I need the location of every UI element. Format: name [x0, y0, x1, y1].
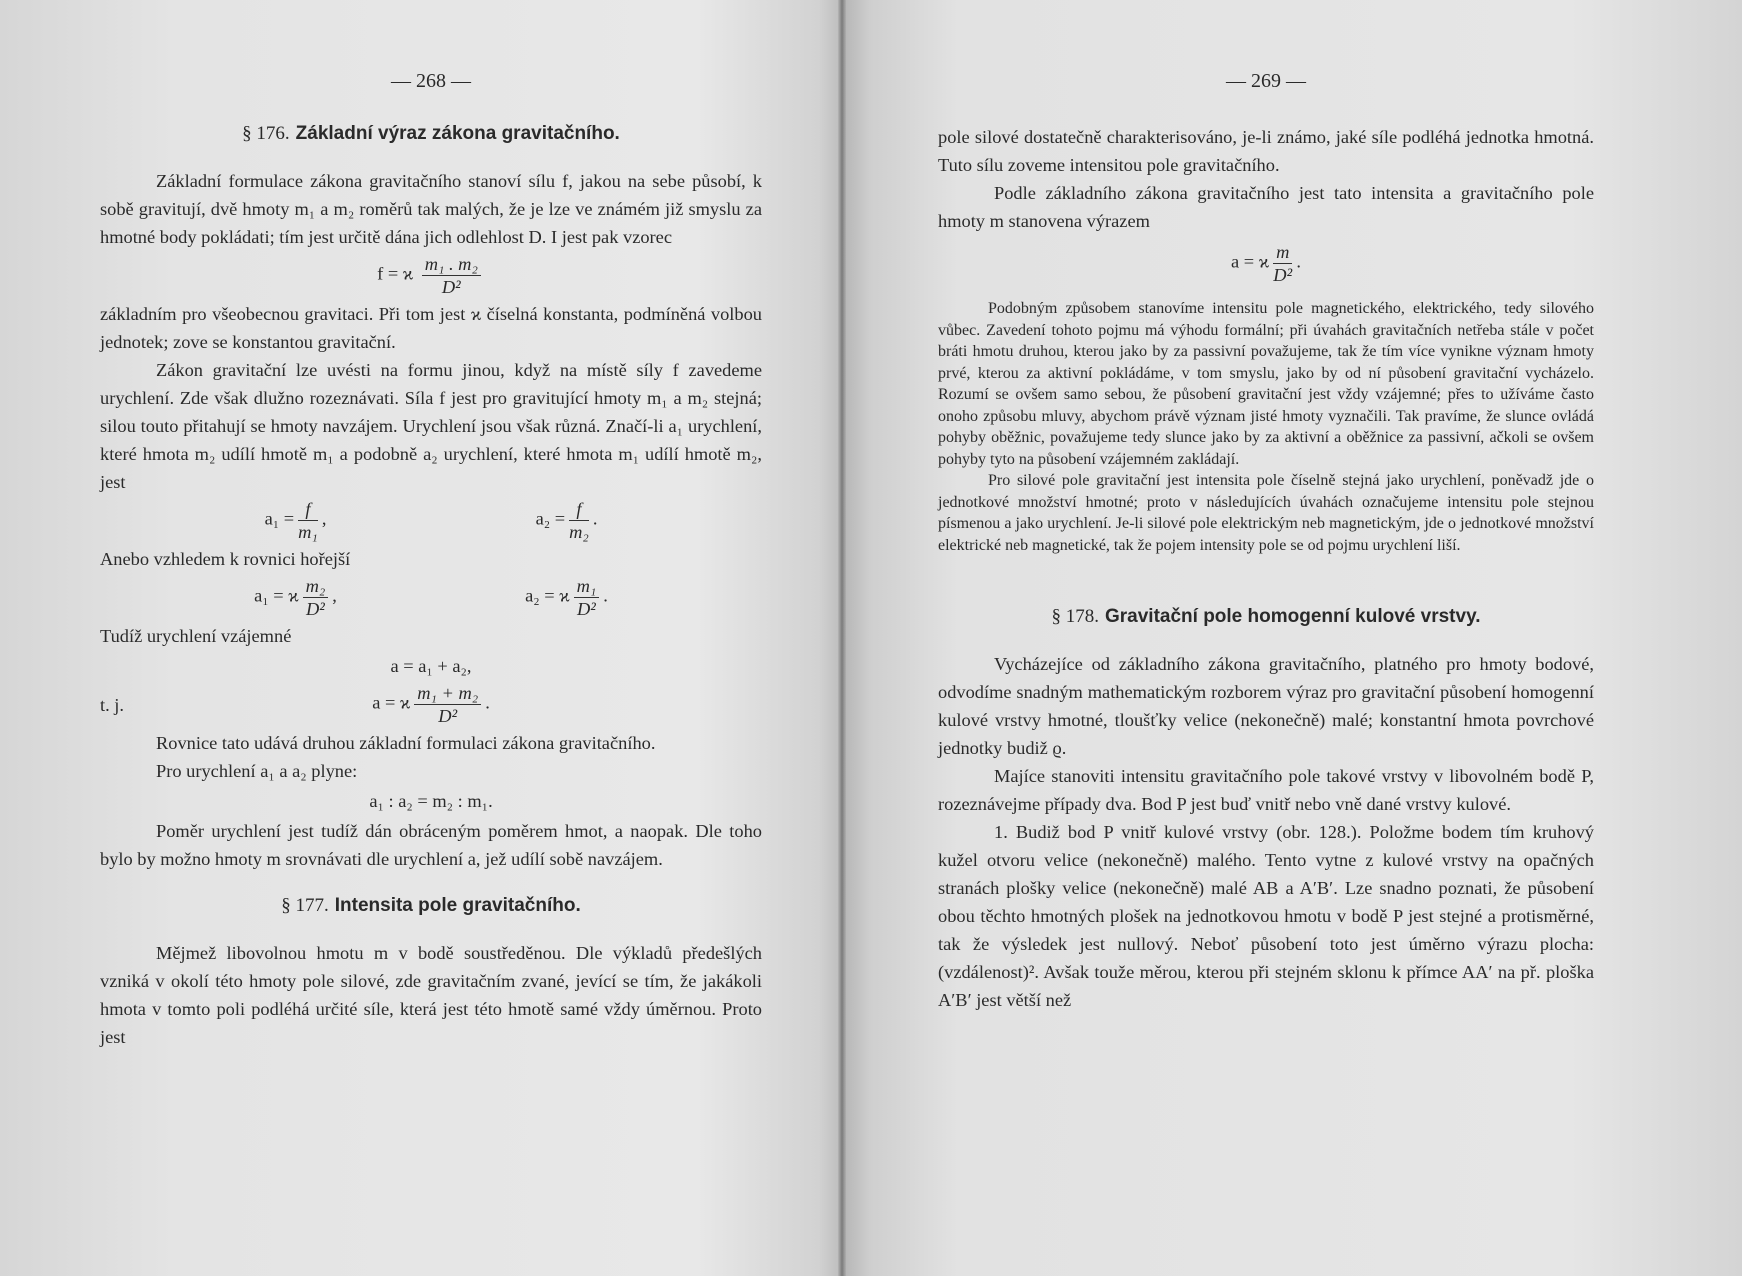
equation: a = a₁ + a₂,: [390, 656, 472, 676]
section-number: § 178.: [1051, 606, 1099, 627]
equation-row: [100, 682, 762, 727]
equation: a₁ = ϰ $\frac{\text{m₂}}{\text{D²}}$ ,: [254, 576, 337, 619]
paragraph: Poměr urychlení jest tudíž dán obráceným poměrem hmot, a naopak. Dle toho bylo by možno hmoty m srovnávati dle urychlení a, jež udílí sobě navzájem.: [100, 821, 762, 869]
book-gutter: [838, 0, 846, 1276]
paragraph: Pro urychlení a₁ a a₂ plyne:: [156, 761, 358, 781]
small-paragraph: Podobným způsobem stanovíme intensitu pole magnetického, elektrického, tedy silového vůbec. Zavedení tohoto pojmu má výhodu formální; při úvahách gravitačních netřeba stále v počet bráti hmotu druhou, kterou jako by za passivní považujeme, tak že tím více vynikne význam hmoty prvé, kterou za aktivní pokládáme, v tom smyslu, jako by od ní působení gravitační vycházelo. Rozumí se ovšem samo sebou, že působení gravitační jest vždy vzájemné; přes to užíváme často onoho způsobu mluvy, abychom právě význam jisté hmoty vyznačili. Tak pravíme, že slunce ovládá pohyby oběžnic, považujeme tedy slunce jako by za aktivní a oběžnice za passivní, ačkoli se ovšem pohyby tyto na působení vzájemném zakládají.: [938, 300, 1594, 468]
equation: a₁ : a₂ = m₂ : m₁.: [369, 791, 493, 811]
equation: a = ϰ $\frac{\text{m₁ + m₂}}{\text{D²}}$ .: [372, 683, 490, 726]
small-paragraph: Pro silové pole gravitační jest intensita pole číselně stejná jako urychlení, poněvadž jde o jednotkové množství hmotné; proto v následujících úvahách označujeme intensitu pole stejnou písmenou a jako urychlení. Je-li silové pole elektrickým neb magnetickým, jde o jednotkové množství elektrické neb magnetické, tak že pojem intensity pole se od pojmu urychlení liší.: [938, 472, 1594, 554]
section-title: Intensita pole gravitačního.: [334, 895, 581, 916]
equation-pair: [100, 575, 762, 620]
section-heading: [100, 123, 762, 145]
page-number: — 269 —: [1226, 70, 1306, 92]
equation: a₂ = ϰ $\frac{\text{m₁}}{\text{D²}}$ .: [525, 576, 608, 619]
left-page: [100, 60, 762, 1051]
section-number: § 176.: [242, 123, 290, 144]
equation-label: t. j.: [100, 694, 125, 715]
paragraph: Základní formulace zákona gravitačního stanoví sílu f, jakou na sebe působí, k sobě gravitují, dvě hmoty m₁ a m₂ roměrů tak malých, že je lze ve známém již smyslu za hmotné body pokládati; tím jest určitě dána jich odlehlost D. I jest pak vzorec: [100, 171, 762, 247]
paragraph: základním pro všeobecnou gravitaci. Při tom jest ϰ číselná konstanta, podmíněná volbou jednotek; zove se konstantou gravitační.: [100, 304, 762, 352]
paragraph: Majíce stanoviti intensitu gravitačního pole takové vrstvy v libovolném bodě P, rozeznávejme případy dva. Bod P jest buď vnitř nebo vně dané vrstvy kulové.: [938, 766, 1594, 814]
equation: a₂ = $\frac{f}{\text{m₂}}$ .: [535, 499, 598, 542]
paragraph: Anebo vzhledem k rovnici hořejší: [100, 549, 351, 569]
equation: a₁ = $\frac{f}{\text{m₁}}$ ,: [264, 499, 327, 542]
section-number: § 177.: [281, 895, 329, 916]
section-heading: [100, 895, 762, 917]
paragraph: Tudíž urychlení vzájemné: [100, 626, 292, 646]
paragraph: pole silové dostatečně charakterisováno, je-li známo, jaké síle podléhá jednotka hmotná. Tuto sílu zoveme intensitou pole gravitačního.: [938, 127, 1594, 175]
paragraph: Podle základního zákona gravitačního jest tato intensita a gravitačního pole hmoty m stanovena výrazem: [938, 183, 1594, 231]
equation-pair: [100, 498, 762, 543]
page-number: — 268 —: [391, 70, 471, 92]
paragraph: Zákon gravitační lze uvésti na formu jinou, když na místě síly f zavedeme urychlení. Zde však dlužno rozeznávati. Síla f jest pro gravitující hmoty m₁ a m₂ stejná; silou touto přitahují se hmoty navzájem. Urychlení jsou však různá. Značí-li a₁ urychlení, které hmota m₂ udílí hmotě m₁ a podobně a₂ urychlení, které hmota m₁ udílí hmotě m₂, jest: [100, 360, 762, 492]
paragraph: 1. Budiž bod P vnitř kulové vrstvy (obr. 128.). Položme bodem tím kruhový kužel otvoru velice (nekonečně) malého. Tento vytne z kulové vrstvy na opačných stranách plošky velice (nekonečně) malé AB a A′B′. Lze snadno poznati, že působení obou těchto hmotných plošek na jednotkovou hmotu v bodě P jest stejné a protisměrné, tak že výsledek jest nullový. Neboť působení toto jest úměrno výrazu plocha: (vzdálenost)². Avšak touže měrou, kterou při stejném sklonu k přímce AA′ na př. ploška A′B′ jest větší než: [938, 822, 1594, 1010]
equation: f = ϰ $\frac{\text{m₁ . m₂}}{\text{D²}}$: [100, 253, 762, 298]
right-page: [938, 60, 1594, 1014]
section-title: Gravitační pole homogenní kulové vrstvy.: [1104, 606, 1481, 627]
paragraph: Rovnice tato udává druhou základní formulaci zákona gravitačního.: [156, 733, 656, 753]
paragraph: Vycházejíce od základního zákona gravitačního, platného pro hmoty bodové, odvodíme snadným mathematickým rozborem výraz pro gravitační působení homogenní kulové vrstvy hmotné, tloušťky velice (nekonečně) malé; konstantní hmota povrchové jednotky budiž ϱ.: [938, 654, 1594, 758]
footnote-block: [938, 298, 1594, 556]
equation: a = ϰ $\frac{m}{\text{D²}}$ .: [1231, 242, 1301, 285]
paragraph: Mějmež libovolnou hmotu m v bodě soustředěnou. Dle výkladů předešlých vzniká v okolí této hmoty pole silové, zde gravitačním zvané, jevící se tím, že jakákoli hmota v tomto poli podléhá určité síle, která jest této hmotě samé vždy úměrnou. Proto jest: [100, 943, 762, 1047]
section-title: Základní výraz zákona gravitačního.: [295, 123, 620, 144]
section-heading: [938, 606, 1594, 628]
fraction: $\frac{\text{m₁ . m₂}}{\text{D²}}$: [422, 253, 481, 298]
